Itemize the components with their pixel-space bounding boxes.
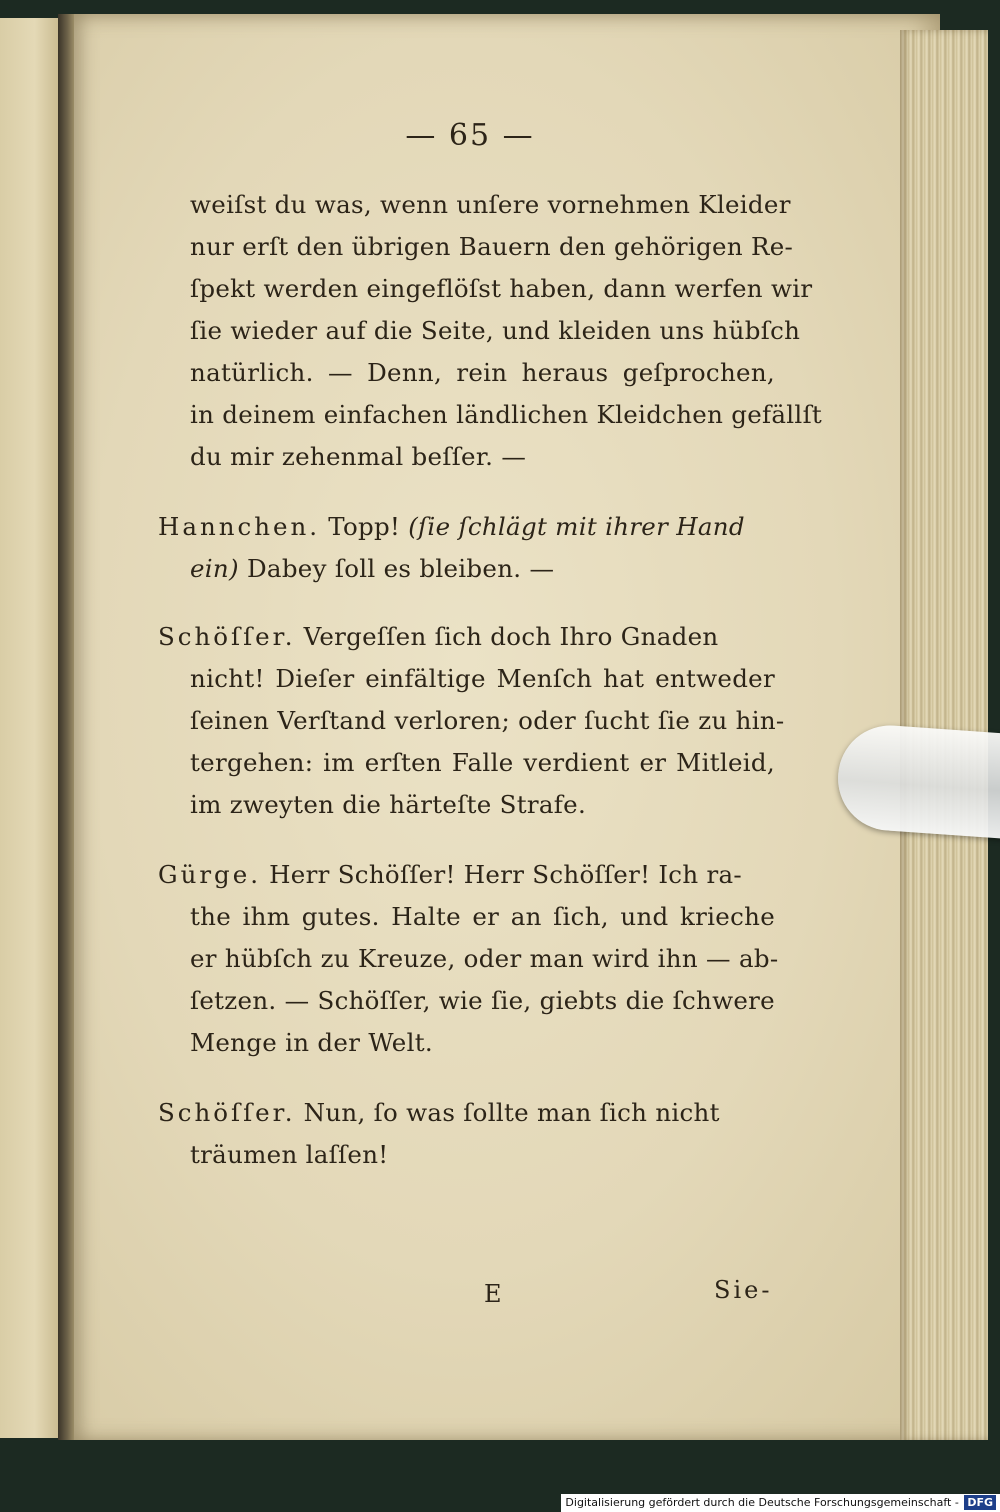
text-line: träumen laſſen! [190, 1140, 389, 1169]
facing-page-edge [0, 18, 60, 1438]
speech-hannchen-line-1 [158, 512, 745, 541]
speech-text: Dabey ſoll es bleiben. — [246, 554, 555, 583]
speech-schoesser-line-1 [158, 1098, 720, 1127]
text-line: er hübſch zu Kreuze, oder man wird ihn — ab- [190, 944, 779, 973]
text-line: du mir zehenmal beſſer. — [190, 442, 527, 471]
text-line: in deinem einfachen ländlichen Kleidchen gefällſt [190, 400, 823, 429]
text-line: nicht! Dieſer einfältige Menſch hat entweder [190, 664, 775, 693]
text-line: Menge in der Welt. [190, 1028, 433, 1057]
speech-guerge-line-1 [158, 860, 742, 889]
page-number: — 65 — [405, 118, 535, 153]
text-line: the ihm gutes. Halte er an ſich, und krieche [190, 902, 775, 931]
stage-direction: ein) [190, 554, 239, 583]
credit-text: Digitalisierung gefördert durch die Deutsche Forschungsgemeinschaft - [565, 1496, 959, 1509]
text-line: nur erſt den übrigen Bauern den gehörigen Re- [190, 232, 794, 261]
signature-mark: E [484, 1280, 502, 1308]
speaker-name: Schöſſer. [158, 1098, 296, 1127]
speech-text: Topp! [328, 512, 401, 541]
speaker-name: Schöſſer. [158, 622, 296, 651]
speech-text: Herr Schöſſer! Herr Schöſſer! Ich ra- [269, 860, 742, 889]
speech-schoesser-line-1 [158, 622, 718, 651]
speech-text: Nun, ſo was ſollte man ſich nicht [303, 1098, 720, 1127]
text-line: ſpekt werden eingeflöſst haben, dann werfen wir [190, 274, 813, 303]
dfg-logo: DFG [964, 1495, 996, 1510]
digitization-credit [561, 1494, 1000, 1512]
text-line: im zweyten die härteſte Strafe. [190, 790, 587, 819]
speech-text: Vergeſſen ſich doch Ihro Gnaden [303, 622, 719, 651]
text-line: tergehen: im erſten Falle verdient er Mitleid, [190, 748, 775, 777]
stage-direction: (ſie ſchlägt mit ihrer Hand [408, 512, 745, 541]
speech-hannchen-line-2 [190, 554, 554, 583]
speaker-name: Hannchen. [158, 512, 321, 541]
text-line: ſeinen Verſtand verloren; oder ſucht ſie zu hin- [190, 706, 785, 735]
text-line: ſie wieder auf die Seite, und kleiden uns hübſch [190, 316, 801, 345]
text-line: weiſst du was, wenn unſere vornehmen Kleider [190, 190, 791, 219]
text-line: ſetzen. — Schöſſer, wie ſie, giebts die ſchwere [190, 986, 775, 1015]
catchword: Sie- [714, 1276, 773, 1304]
speaker-name: Gürge. [158, 860, 262, 889]
text-line: natürlich. — Denn, rein heraus geſprochen, [190, 358, 775, 387]
